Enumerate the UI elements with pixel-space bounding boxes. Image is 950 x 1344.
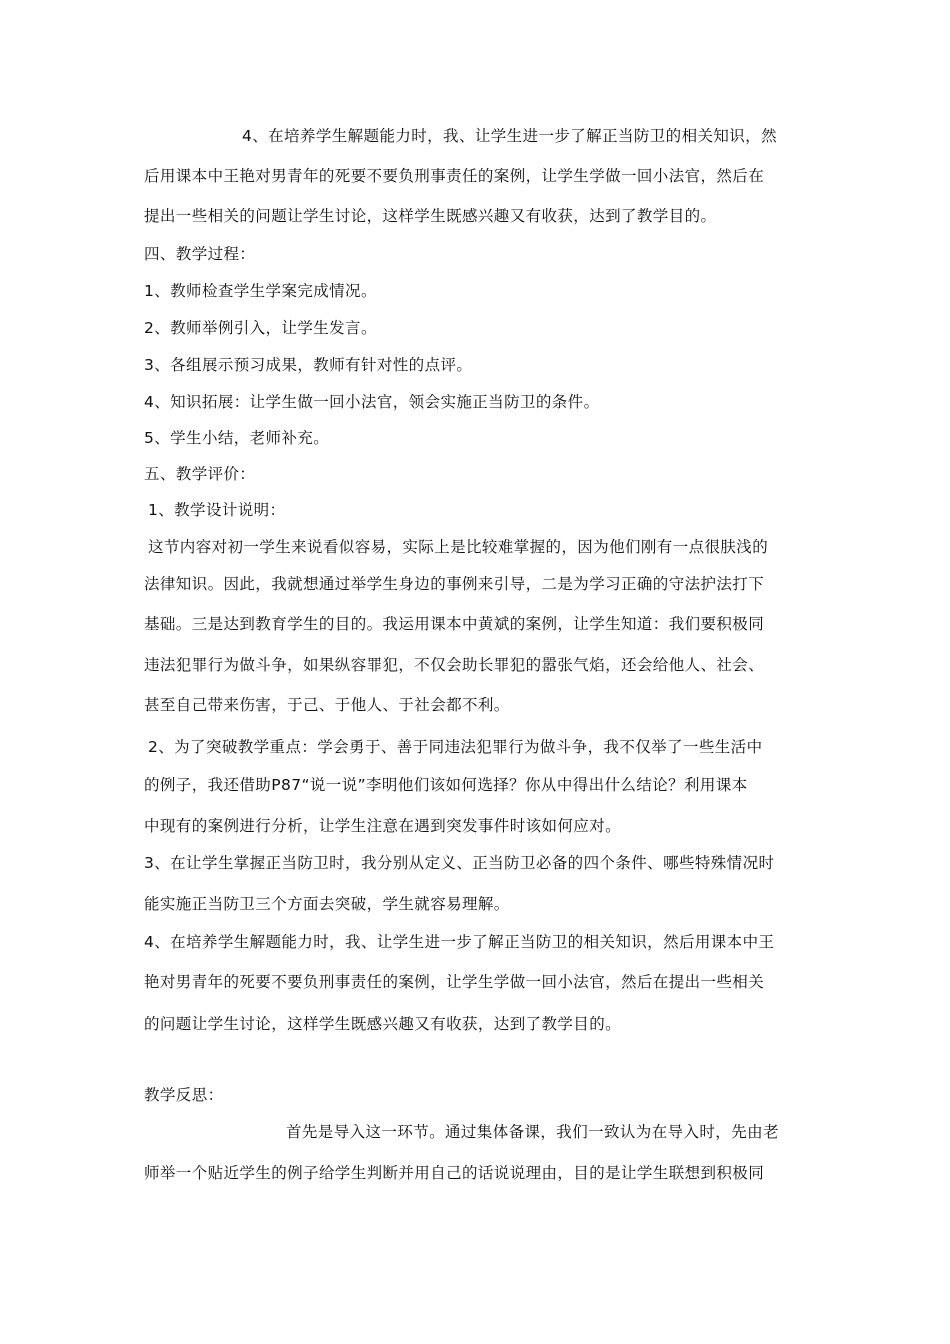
text-line: 艳对男青年的死要不要负刑事责任的案例，让学生学做一回小法官，然后在提出一些相关 (144, 973, 765, 991)
text-line: 的问题让学生讨论，这样学生既感兴趣又有收获，达到了教学目的。 (144, 1015, 622, 1033)
text-line: 中现有的案例进行分析，让学生注意在遇到突发事件时该如何应对。 (144, 817, 622, 835)
text-line: 2、教师举例引入，让学生发言。 (144, 319, 377, 337)
text-line: 能实施正当防卫三个方面去突破，学生就容易理解。 (144, 895, 510, 913)
section-heading: 五、教学评价： (144, 465, 256, 483)
text-line: 基础。三是达到教育学生的目的。我运用课本中黄斌的案例，让学生知道：我们要积极同 (144, 615, 765, 633)
text-line: 4、知识拓展：让学生做一回小法官，领会实施正当防卫的条件。 (144, 393, 600, 411)
text-line: 这节内容对初一学生来说看似容易，实际上是比较难掌握的，因为他们刚有一点很肤浅的 (148, 538, 769, 556)
sub-heading: 1、教学设计说明： (148, 501, 286, 519)
text-line: 3、在让学生掌握正当防卫时，我分别从定义、正当防卫必备的四个条件、哪些特殊情况时 (144, 854, 775, 872)
text-line: 的例子，我还借助P87“说一说”李明他们该如何选择？你从中得出什么结论？利用课本 (144, 776, 748, 794)
text-line: 甚至自己带来伤害，于己、于他人、于社会都不利。 (144, 696, 510, 714)
section-heading: 四、教学过程： (144, 245, 256, 263)
text-line: 2、为了突破教学重点：学会勇于、善于同违法犯罪行为做斗争，我不仅举了一些生活中 (148, 738, 763, 756)
text-line: 1、教师检查学生学案完成情况。 (144, 282, 377, 300)
text-line: 法律知识。因此，我就想通过举学生身边的事例来引导，二是为学习正确的守法护法打下 (144, 575, 765, 593)
text-line: 5、学生小结，老师补充。 (144, 429, 330, 447)
text-line: 师举一个贴近学生的例子给学生判断并用自己的话说说理由，目的是让学生联想到积极同 (144, 1164, 765, 1182)
text-line: 4、在培养学生解题能力时，我、让学生进一步了解正当防卫的相关知识，然后用课本中王 (144, 933, 775, 951)
text-line: 后用课本中王艳对男青年的死要不要负刑事责任的案例，让学生学做一回小法官，然后在 (144, 167, 765, 185)
text-line: 违法犯罪行为做斗争，如果纵容罪犯，不仅会助长罪犯的嚣张气焰，还会给他人、社会、 (144, 656, 765, 674)
text-line: 提出一些相关的问题让学生讨论，这样学生既感兴趣又有收获，达到了教学目的。 (144, 207, 717, 225)
text-line: 首先是导入这一环节。通过集体备课，我们一致认为在导入时，先由老 (286, 1123, 779, 1141)
text-line: 4、在培养学生解题能力时，我、让学生进一步了解正当防卫的相关知识，然 (242, 127, 777, 145)
section-heading: 教学反思： (144, 1086, 224, 1104)
text-line: 3、各组展示预习成果，教师有针对性的点评。 (144, 356, 473, 374)
